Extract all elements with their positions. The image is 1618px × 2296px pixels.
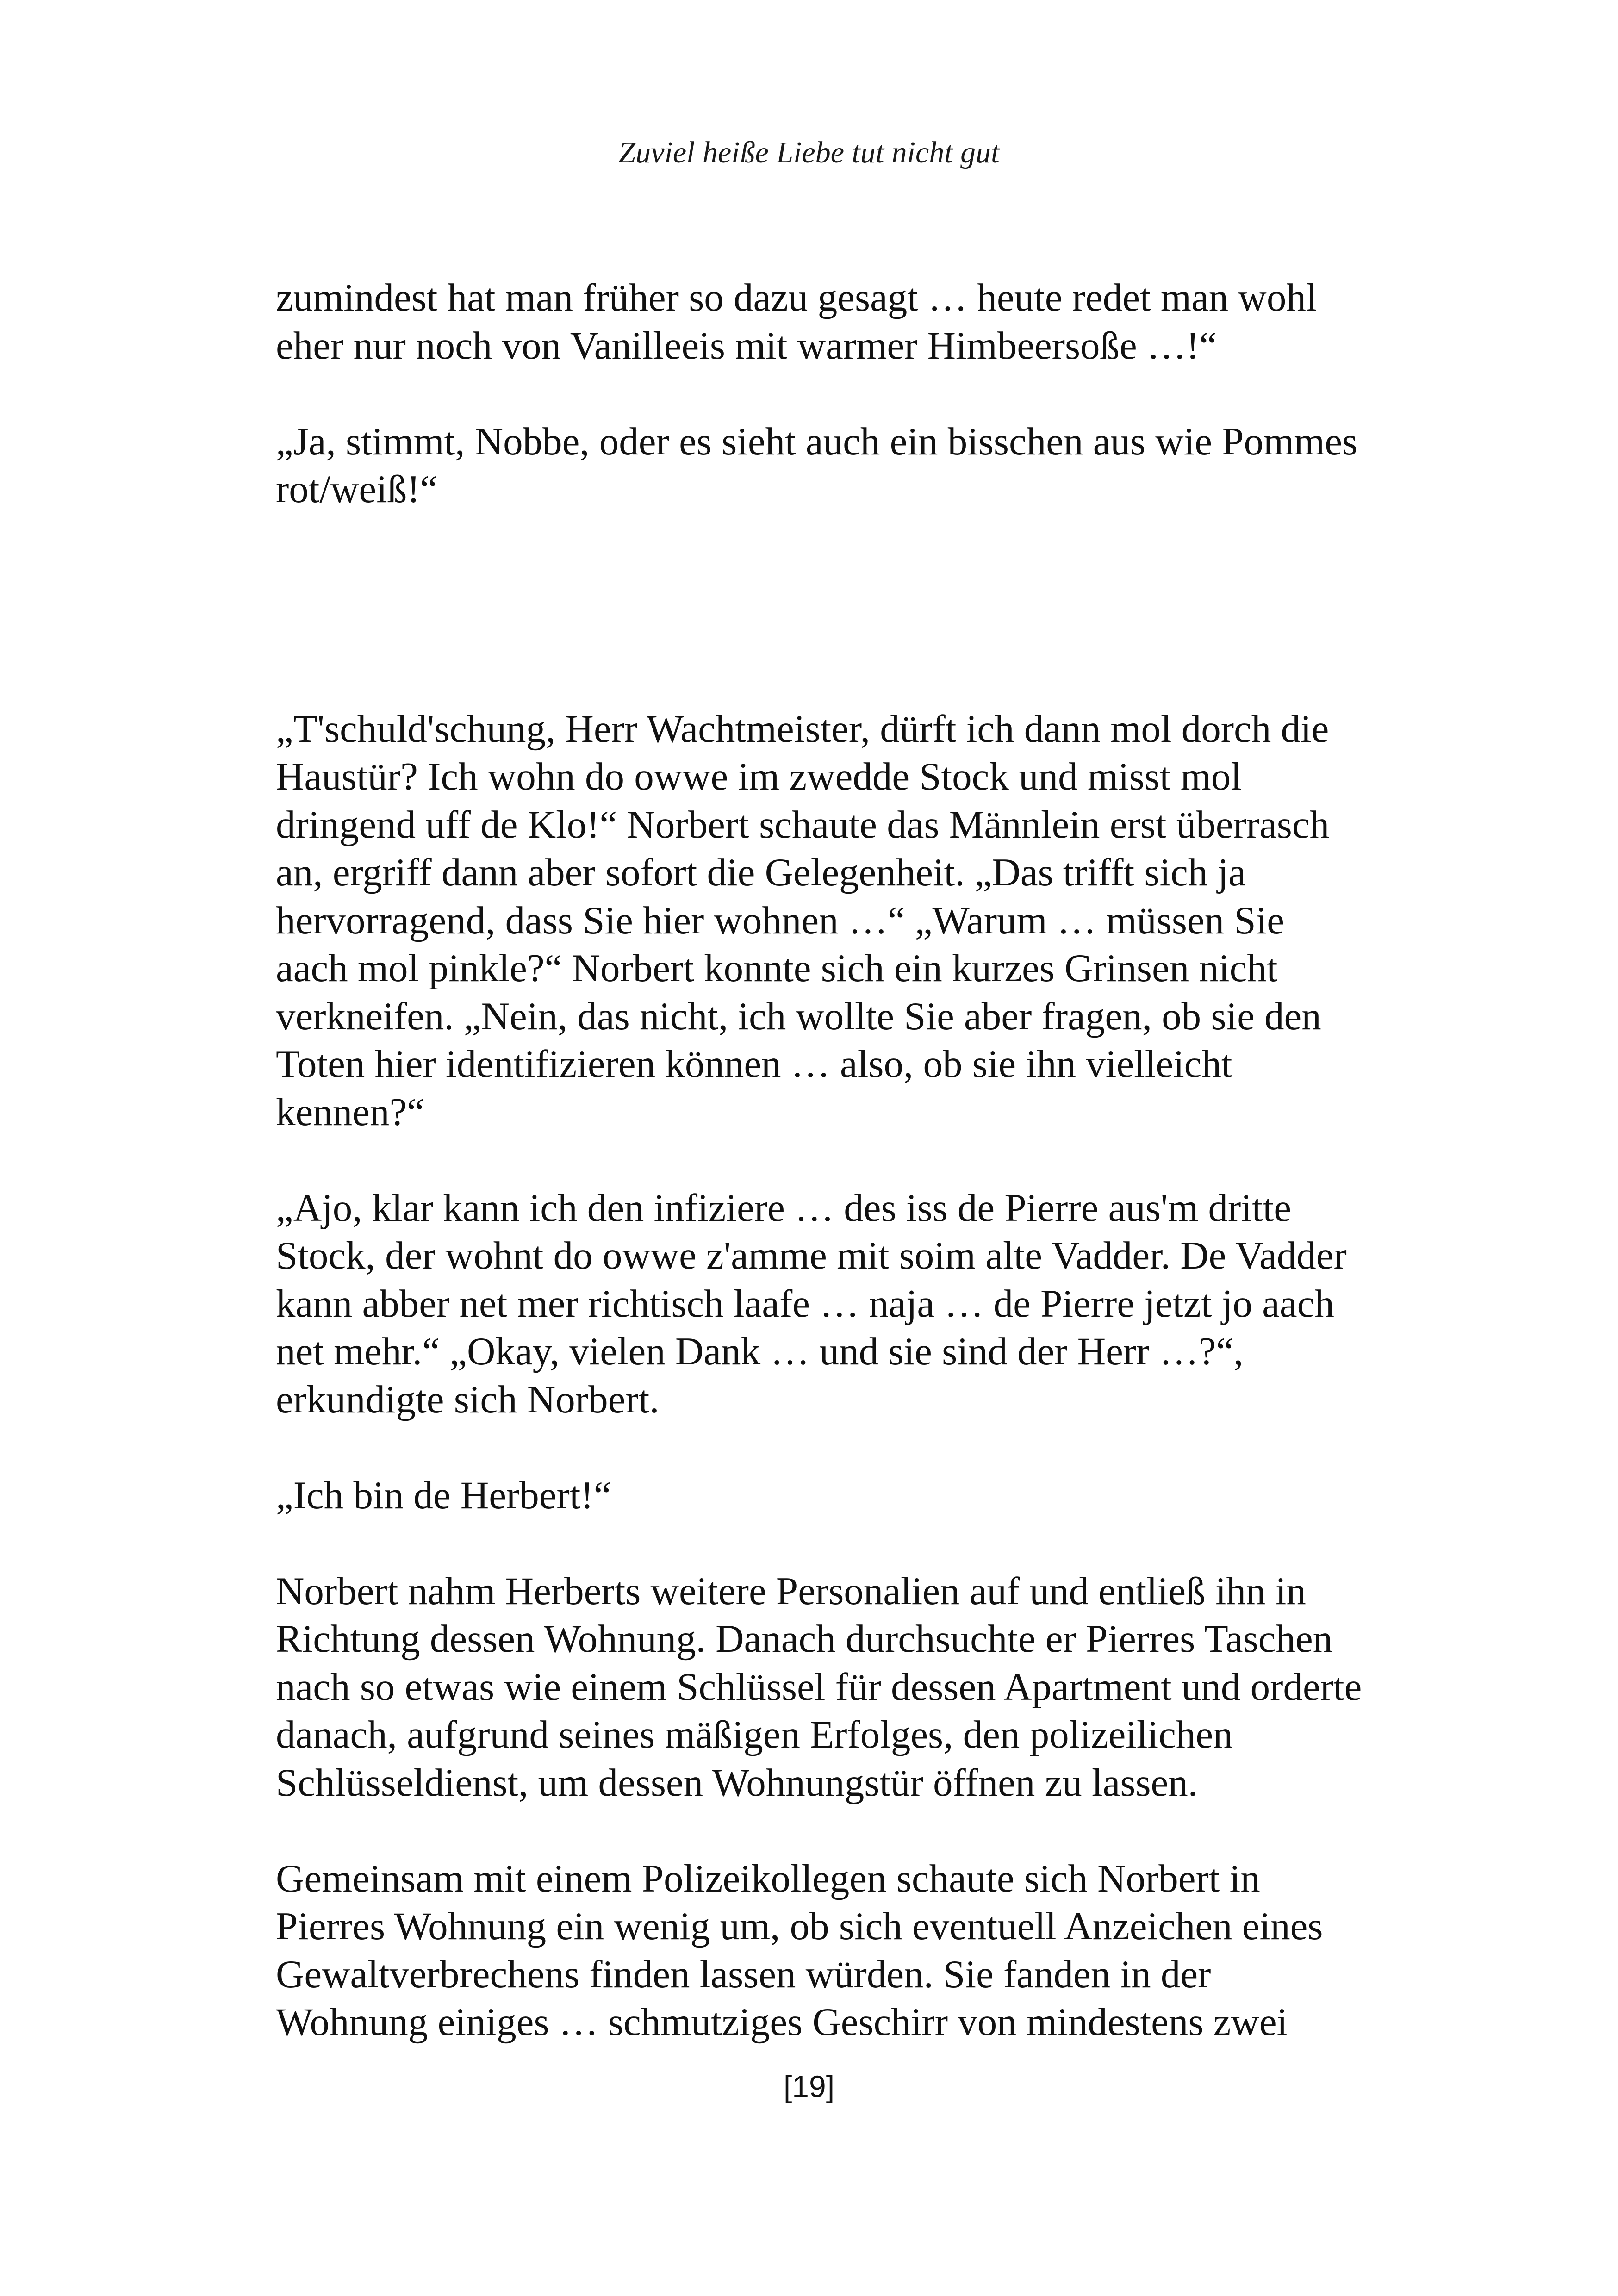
text-line: hervorragend, dass Sie hier wohnen …“ „Warum … müssen Sie [276,898,1284,942]
text-line: an, ergriff dann aber sofort die Gelegenheit. „Das trifft sich ja [276,851,1246,894]
text-line: Wohnung einiges … schmutziges Geschirr von mindestens zwei [276,2000,1288,2044]
text-line: zumindest hat man früher so dazu gesagt … heute redet man wohl [276,276,1317,319]
paragraph [276,1184,1354,1424]
text-line: eher nur noch von Vanilleeis mit warmer Himbeersoße …!“ [276,324,1217,367]
text-line: rot/weiß!“ [276,467,438,511]
text-line: dringend uff de Klo!“ Norbert schaute das Männlein erst überrasch [276,803,1330,846]
text-line: kann abber net mer richtisch laafe … naja … de Pierre jetzt jo aach [276,1282,1334,1325]
text-line: „Ich bin de Herbert!“ [276,1473,611,1517]
paragraph [276,705,1354,1137]
text-line: „T'schuld'schung, Herr Wachtmeister, dürft ich dann mol dorch die [276,707,1329,751]
page-number: [19] [783,2069,835,2103]
body-text [276,274,1362,2094]
text-line: danach, aufgrund seines mäßigen Erfolges, den polizeilichen [276,1713,1233,1756]
text-line: Richtung dessen Wohnung. Danach durchsuchte er Pierres Taschen [276,1617,1333,1661]
text-line: Norbert nahm Herberts weitere Personalien auf und entließ ihn in [276,1569,1306,1613]
running-header: Zuviel heiße Liebe tut nicht gut [618,136,1000,169]
text-line: „Ajo, klar kann ich den infiziere … des iss de Pierre aus'm dritte [276,1186,1291,1230]
text-line: Pierres Wohnung ein wenig um, ob sich eventuell Anzeichen eines [276,1904,1323,1948]
text-line: nach so etwas wie einem Schlüssel für dessen Apartment und orderte [276,1665,1362,1709]
paragraph [276,274,1354,370]
text-line: erkundigte sich Norbert. [276,1377,660,1421]
text-line: net mehr.“ „Okay, vielen Dank … und sie sind der Herr …?“, [276,1330,1244,1373]
paragraph [276,1472,1354,1520]
text-line: aach mol pinkle?“ Norbert konnte sich ein kurzes Grinsen nicht [276,946,1278,990]
text-line: Gewaltverbrechens finden lassen würden. Sie fanden in der [276,1952,1211,1996]
text-line: Toten hier identifizieren können … also, ob sie ihn vielleicht [276,1042,1232,1086]
paragraph [276,418,1358,514]
paragraph [276,1855,1354,2047]
text-line: Stock, der wohnt do owwe z'amme mit soim alte Vadder. De Vadder [276,1234,1347,1277]
text-line: Gemeinsam mit einem Polizeikollegen schaute sich Norbert in [276,1856,1260,1900]
paragraph [276,1568,1362,1807]
text-line: „Ja, stimmt, Nobbe, oder es sieht auch ein bisschen aus wie Pommes [276,419,1358,463]
text-line: verkneifen. „Nein, das nicht, ich wollte Sie aber fragen, ob sie den [276,994,1321,1038]
text-line: Schlüsseldienst, um dessen Wohnungstür öffnen zu lassen. [276,1761,1198,1804]
text-line: kennen?“ [276,1090,424,1134]
text-line: Haustür? Ich wohn do owwe im zwedde Stock und misst mol [276,755,1242,798]
